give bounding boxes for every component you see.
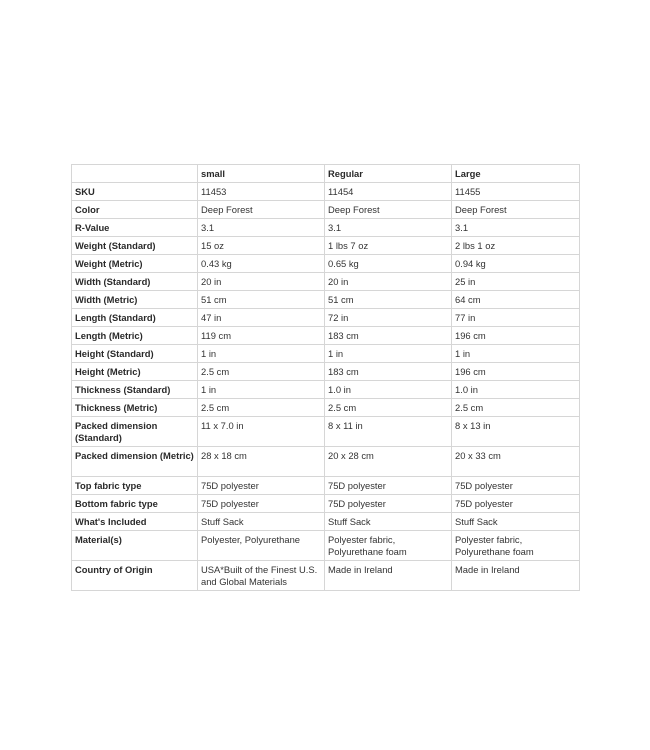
cell-large: 196 cm <box>452 363 580 381</box>
header-cell-empty <box>72 165 198 183</box>
row-label: Weight (Metric) <box>72 255 198 273</box>
cell-regular: Made in Ireland <box>325 561 452 591</box>
table-row <box>72 183 580 201</box>
row-label: Top fabric type <box>72 477 198 495</box>
row-label: Country of Origin <box>72 561 198 591</box>
table-row <box>72 363 580 381</box>
cell-large: 1 in <box>452 345 580 363</box>
table-row <box>72 447 580 477</box>
row-label: Thickness (Metric) <box>72 399 198 417</box>
row-label: Thickness (Standard) <box>72 381 198 399</box>
cell-small: 1 in <box>198 381 325 399</box>
row-label: Width (Metric) <box>72 291 198 309</box>
table-row <box>72 237 580 255</box>
row-label: Height (Standard) <box>72 345 198 363</box>
row-label: Material(s) <box>72 531 198 561</box>
header-cell-small: small <box>198 165 325 183</box>
row-label: R-Value <box>72 219 198 237</box>
cell-small: 75D polyester <box>198 495 325 513</box>
table-row <box>72 513 580 531</box>
cell-large: 8 x 13 in <box>452 417 580 447</box>
cell-small: 20 in <box>198 273 325 291</box>
cell-regular: 20 x 28 cm <box>325 447 452 477</box>
table-header-row <box>72 165 580 183</box>
cell-regular: 11454 <box>325 183 452 201</box>
row-label: Width (Standard) <box>72 273 198 291</box>
row-label: What's Included <box>72 513 198 531</box>
cell-large: 25 in <box>452 273 580 291</box>
cell-large: 20 x 33 cm <box>452 447 580 477</box>
cell-small: 119 cm <box>198 327 325 345</box>
cell-large: 75D polyester <box>452 495 580 513</box>
cell-large: 1.0 in <box>452 381 580 399</box>
cell-large: Made in Ireland <box>452 561 580 591</box>
cell-small: 47 in <box>198 309 325 327</box>
cell-regular: 0.65 kg <box>325 255 452 273</box>
cell-large: 3.1 <box>452 219 580 237</box>
cell-small: 2.5 cm <box>198 399 325 417</box>
table-row <box>72 291 580 309</box>
cell-small: 28 x 18 cm <box>198 447 325 477</box>
cell-small: Deep Forest <box>198 201 325 219</box>
cell-regular: 8 x 11 in <box>325 417 452 447</box>
row-label: Bottom fabric type <box>72 495 198 513</box>
header-cell-regular: Regular <box>325 165 452 183</box>
cell-large: 2 lbs 1 oz <box>452 237 580 255</box>
cell-small: 1 in <box>198 345 325 363</box>
cell-large: 0.94 kg <box>452 255 580 273</box>
cell-small: 75D polyester <box>198 477 325 495</box>
row-label: Weight (Standard) <box>72 237 198 255</box>
cell-small: USA*Built of the Finest U.S. and Global Materials <box>198 561 325 591</box>
table-row <box>72 399 580 417</box>
row-label: SKU <box>72 183 198 201</box>
cell-large: 75D polyester <box>452 477 580 495</box>
row-label: Length (Metric) <box>72 327 198 345</box>
cell-small: 15 oz <box>198 237 325 255</box>
cell-small: 2.5 cm <box>198 363 325 381</box>
cell-regular: 75D polyester <box>325 477 452 495</box>
table-row <box>72 495 580 513</box>
table-row <box>72 255 580 273</box>
cell-small: Stuff Sack <box>198 513 325 531</box>
table-row <box>72 345 580 363</box>
cell-large: Polyester fabric, Polyurethane foam <box>452 531 580 561</box>
cell-regular: 1 in <box>325 345 452 363</box>
spec-table-container <box>71 164 580 591</box>
cell-regular: 183 cm <box>325 327 452 345</box>
table-row <box>72 219 580 237</box>
row-label: Color <box>72 201 198 219</box>
cell-large: 11455 <box>452 183 580 201</box>
table-row <box>72 531 580 561</box>
cell-large: Deep Forest <box>452 201 580 219</box>
cell-regular: 2.5 cm <box>325 399 452 417</box>
cell-regular: 1.0 in <box>325 381 452 399</box>
table-row <box>72 201 580 219</box>
cell-large: 64 cm <box>452 291 580 309</box>
table-row <box>72 309 580 327</box>
row-label: Packed dimension (Standard) <box>72 417 198 447</box>
table-row <box>72 561 580 591</box>
table-row <box>72 477 580 495</box>
cell-small: 0.43 kg <box>198 255 325 273</box>
cell-regular: 20 in <box>325 273 452 291</box>
cell-regular: 51 cm <box>325 291 452 309</box>
table-row <box>72 273 580 291</box>
cell-small: 11453 <box>198 183 325 201</box>
cell-regular: Polyester fabric, Polyurethane foam <box>325 531 452 561</box>
row-label: Length (Standard) <box>72 309 198 327</box>
cell-regular: 3.1 <box>325 219 452 237</box>
header-cell-large: Large <box>452 165 580 183</box>
spec-table <box>71 164 580 591</box>
cell-large: 196 cm <box>452 327 580 345</box>
cell-small: 51 cm <box>198 291 325 309</box>
cell-large: Stuff Sack <box>452 513 580 531</box>
table-row <box>72 381 580 399</box>
cell-regular: 72 in <box>325 309 452 327</box>
cell-regular: Deep Forest <box>325 201 452 219</box>
cell-small: 11 x 7.0 in <box>198 417 325 447</box>
cell-large: 77 in <box>452 309 580 327</box>
row-label: Packed dimension (Metric) <box>72 447 198 477</box>
cell-regular: 183 cm <box>325 363 452 381</box>
table-row <box>72 327 580 345</box>
cell-large: 2.5 cm <box>452 399 580 417</box>
cell-small: Polyester, Polyurethane <box>198 531 325 561</box>
cell-regular: 1 lbs 7 oz <box>325 237 452 255</box>
cell-small: 3.1 <box>198 219 325 237</box>
row-label: Height (Metric) <box>72 363 198 381</box>
cell-regular: 75D polyester <box>325 495 452 513</box>
cell-regular: Stuff Sack <box>325 513 452 531</box>
table-row <box>72 417 580 447</box>
